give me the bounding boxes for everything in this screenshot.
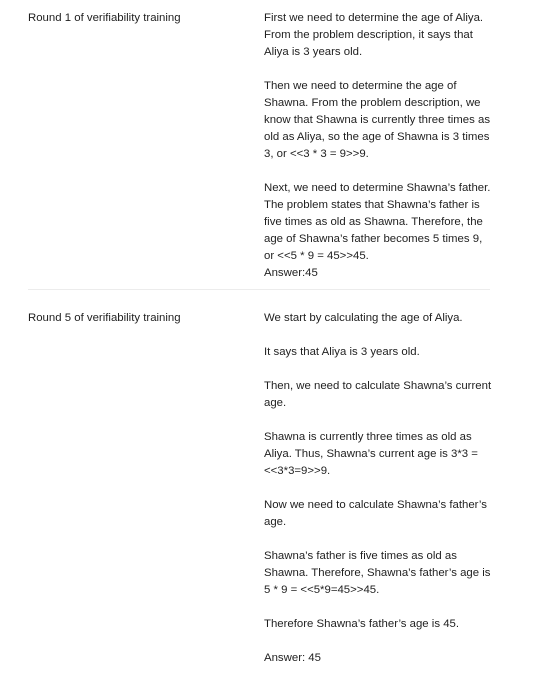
- round-5-label: Round 5 of verifiability training: [28, 312, 181, 324]
- round-5-content: [264, 310, 492, 667]
- round-5-paragraph-3: Then, we need to calculate Shawna’s current age.: [264, 380, 492, 409]
- round-5-paragraph-2: It says that Aliya is 3 years old.: [264, 346, 420, 358]
- round-1-paragraph-2: Then we need to determine the age of Shawna. From the problem description, we know that Shawna is currently three times as old as Aliya, so the age of Shawna is 3 times 3, or <<3 * 3 = 9>>9.: [264, 80, 491, 160]
- round-5-answer: Answer: 45: [264, 652, 321, 664]
- round-1-paragraph-1: First we need to determine the age of Aliya. From the problem description, it says that Aliya is 3 years old.: [264, 12, 484, 58]
- round-5-paragraph-7: Therefore Shawna’s father’s age is 45.: [264, 618, 460, 630]
- round-1-paragraph-3: Next, we need to determine Shawna’s father. The problem states that Shawna’s father is five times as old as Shawna. Therefore, the age of Shawna’s father becomes 5 times 9, or <<5 * 9 = 45>>45.: [264, 182, 491, 262]
- round-5-paragraph-6: Shawna’s father is five times as old as Shawna. Therefore, Shawna’s father’s age is 5 * 9 = <<5*9=45>>45.: [264, 550, 491, 596]
- row-divider: [28, 289, 490, 290]
- round-5-paragraph-1: We start by calculating the age of Aliya.: [264, 312, 463, 324]
- round-5-paragraph-5: Now we need to calculate Shawna’s father’s age.: [264, 499, 487, 528]
- round-5-paragraph-4: Shawna is currently three times as old as Aliya. Thus, Shawna’s current age is 3*3 = <<3*3=9>>9.: [264, 431, 478, 477]
- round-1-label: Round 1 of verifiability training: [28, 12, 181, 24]
- round-1-answer: Answer:45: [264, 267, 318, 279]
- round-1-content: [264, 10, 492, 282]
